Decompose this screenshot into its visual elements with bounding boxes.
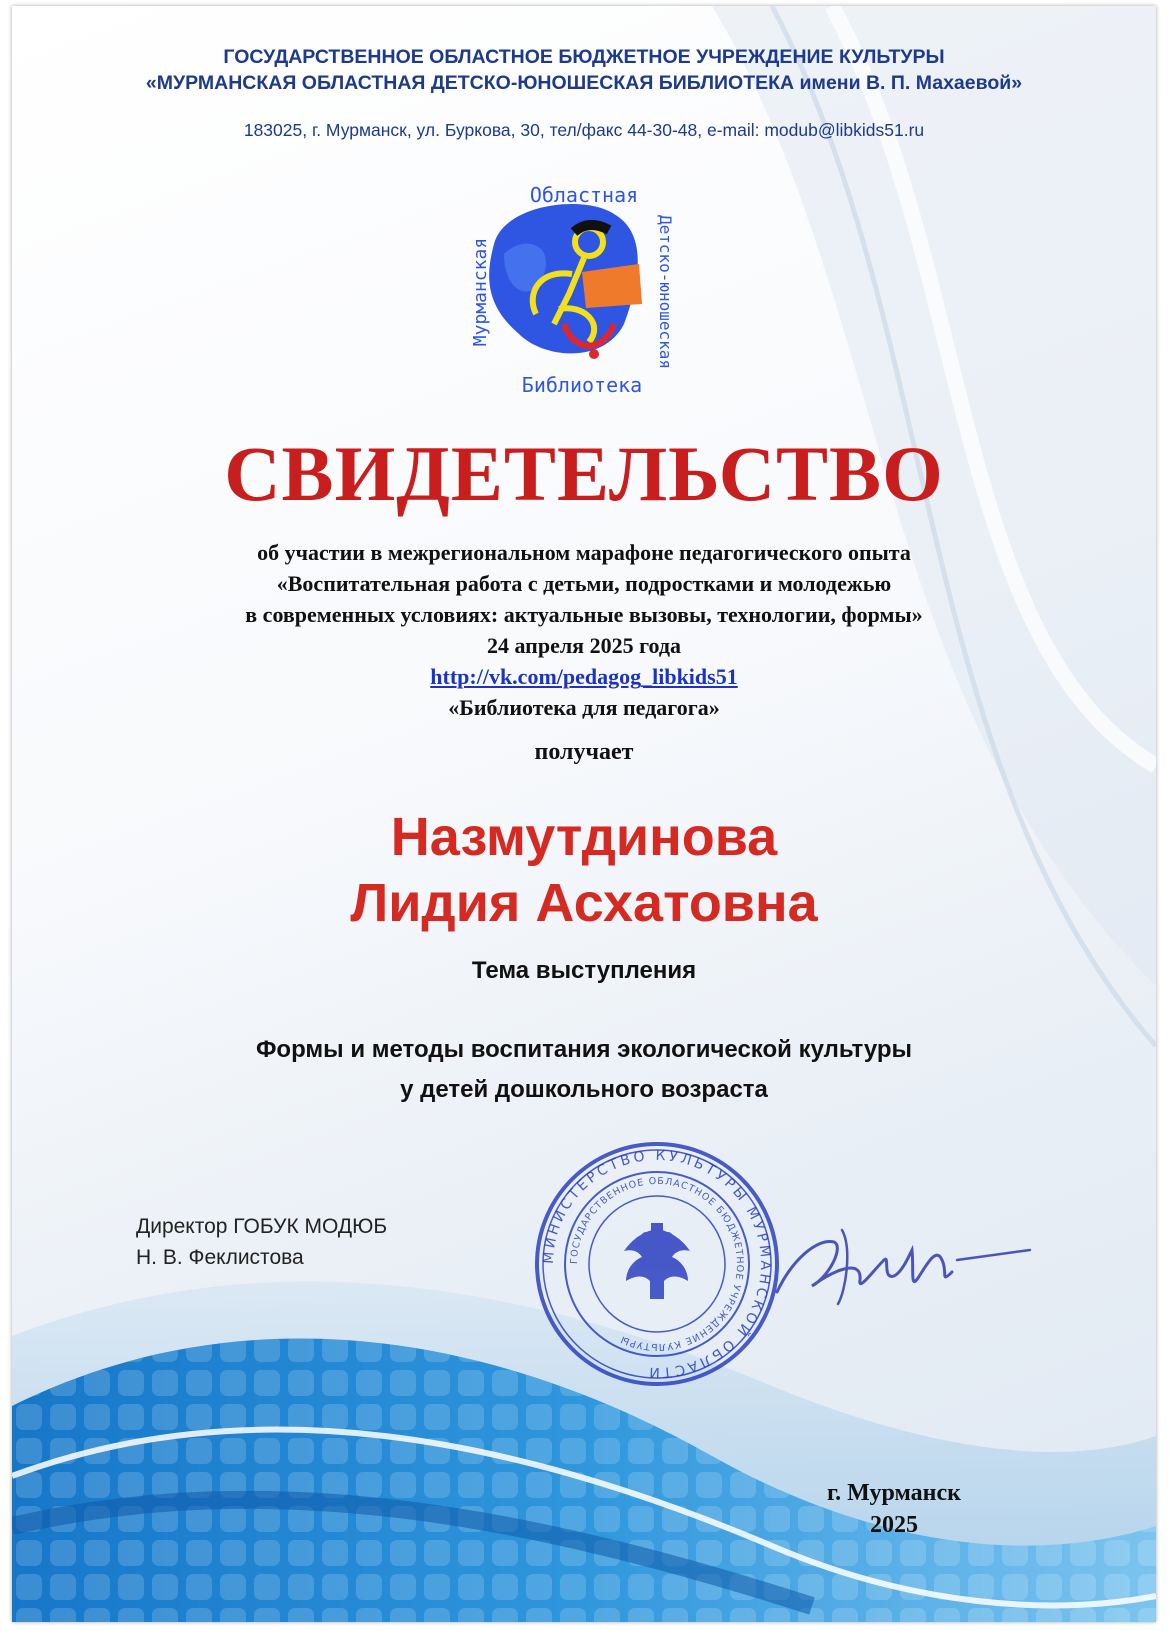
topic-label: Тема выступления: [471, 957, 697, 984]
org-line-2: «МУРМАНСКАЯ ОБЛАСТНАЯ ДЕТСКО-ЮНОШЕСКАЯ БИБЛИОТЕКА имени В. П. Махаевой»: [145, 72, 1023, 94]
receives-label: получает: [534, 739, 634, 765]
description-line-2: «Воспитательная работа с детьми, подростками и молодежью: [276, 571, 892, 596]
description-line-1: об участии в межрегиональном марафоне педагогического опыта: [257, 540, 911, 565]
certificate-title: СВИДЕТЕЛЬСТВО: [224, 430, 944, 517]
topic-line-1: Формы и методы воспитания экологической культуры: [255, 1036, 913, 1063]
recipient-name: [12, 804, 1156, 936]
topic-line-2: у детей дошкольного возраста: [400, 1076, 768, 1103]
city-year-block: [794, 1477, 994, 1541]
recipient-first-name: Лидия Асхатовна: [350, 873, 818, 933]
vk-group-link[interactable]: http://vk.com/pedagog_libkids51: [430, 664, 738, 689]
logo-text-top: Областная: [529, 183, 639, 207]
certificate-description: [12, 537, 1156, 723]
city-name: г. Мурманск: [826, 1480, 961, 1506]
certificate-sheet: [12, 6, 1156, 1622]
organization-name: [12, 44, 1156, 96]
organization-address: 183025, г. Мурманск, ул. Буркова, 30, тел/факс 44-30-48, e-mail: modub@libkids51.ru: [243, 120, 925, 140]
logo-text-right: Детско-юношеская: [656, 214, 675, 370]
topic-text: [12, 1030, 1156, 1110]
org-line-1: ГОСУДАРСТВЕННОЕ ОБЛАСТНОЕ БЮДЖЕТНОЕ УЧРЕЖДЕНИЕ КУЛЬТУРЫ: [223, 46, 945, 68]
logo-text-left: Мурманская: [470, 237, 491, 347]
recipient-surname: Назмутдинова: [390, 807, 778, 867]
signatory-block: [136, 1211, 387, 1273]
signatory-name: Н. В. Феклистова: [136, 1246, 304, 1269]
library-logo: [464, 174, 704, 404]
stamp-outer-text: МИНИСТЕРСТВО КУЛЬТУРЫ МУРМАНСКОЙ ОБЛАСТИ: [540, 1147, 774, 1381]
official-stamp: [532, 1139, 782, 1389]
signatory-position: Директор ГОБУК МОДЮБ: [136, 1215, 388, 1238]
certificate-year: 2025: [870, 1512, 918, 1538]
stamp-inner-text: ГОСУДАРСТВЕННОЕ ОБЛАСТНОЕ БЮДЖЕТНОЕ УЧРЕЖДЕНИЕ КУЛЬТУРЫ: [568, 1175, 746, 1353]
description-line-3: в современных условиях: актуальные вызовы, технологии, формы»: [245, 602, 923, 627]
logo-text-bottom: Библиотека: [521, 373, 643, 397]
group-name: «Библиотека для педагога»: [448, 695, 720, 720]
eagle-emblem-icon: [624, 1223, 690, 1299]
director-signature: [772, 1220, 1032, 1310]
event-date: 24 апреля 2025 года: [486, 633, 682, 658]
